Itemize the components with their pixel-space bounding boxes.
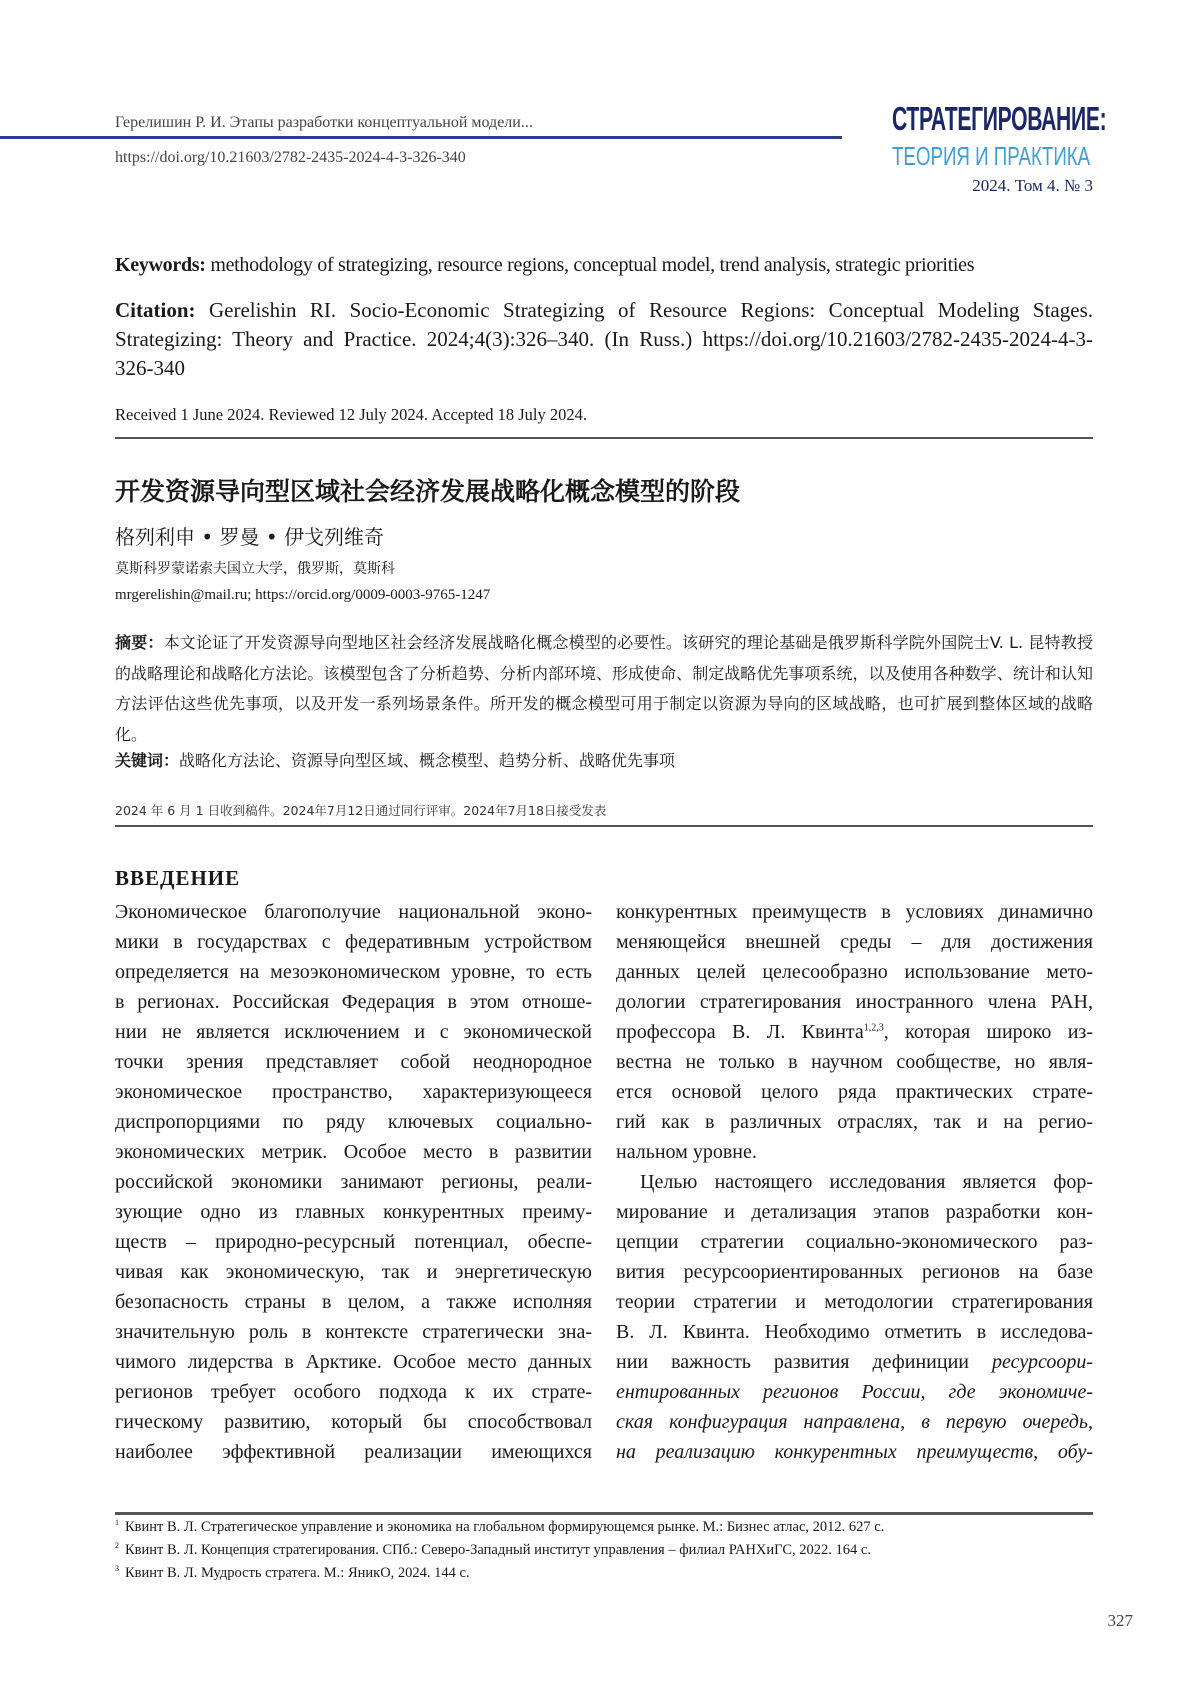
text-line: чивая как экономическую, так и энергетическую (115, 1257, 592, 1287)
footnote-ref: 1,2,3 (864, 1022, 884, 1033)
text-line: регионов требует особого подхода к их страте- (115, 1377, 592, 1407)
text-line (616, 987, 1093, 1017)
footnote-text: Квинт В. Л. Стратегическое управление и экономика на глобальном формирующемся рынке. М.: Бизнес атлас, 2012. 627 с. (125, 1519, 884, 1535)
running-title: Герелишин Р. И. Этапы разработки концептуальной модели... (115, 114, 533, 132)
footnote-text: Квинт В. Л. Мудрость стратега. М.: ЯникО, 2024. 144 с. (125, 1565, 470, 1581)
text-line (616, 1407, 1093, 1437)
text-line: чимого лидерства в Арктике. Особое место данных (115, 1347, 592, 1377)
text-line (616, 1317, 1093, 1347)
text-line (616, 1167, 1093, 1197)
text-span: теории стратегии и методологии стратегирования (616, 1291, 1093, 1313)
text-line: наиболее эффективной реализации имеющихся (115, 1437, 592, 1467)
journal-logo-line2: ТЕОРИЯ И ПРАКТИКА (892, 141, 1090, 172)
text-line (616, 1047, 1093, 1077)
text-line: российской экономики занимают регионы, реали- (115, 1167, 592, 1197)
footnote (115, 1519, 884, 1536)
citation (115, 296, 1093, 383)
text-span: , которая широко из- (884, 1021, 1093, 1043)
chinese-affiliation: 莫斯科罗蒙诺索夫国立大学，俄罗斯，莫斯科 (115, 558, 1093, 578)
text-span: нии важность развития дефиниции (616, 1351, 992, 1373)
footnote (115, 1565, 470, 1582)
citation-label: Citation: (115, 298, 196, 322)
text-line: определяется на мезоэкономическом уровне, то есть (115, 957, 592, 987)
citation-text: Gerelishin RI. Socio-Economic Strategizing of Resource Regions: Conceptual Modeling Stages. Strategizing: Theory and Practice. 2024;4(3):326–340. (In Russ.) https://doi.org/10.21603/2782-2435-2024-4-3-326-340 (115, 298, 1093, 380)
text-line (616, 1077, 1093, 1107)
text-span: вития ресурсоориентированных регионов на базе (616, 1261, 1093, 1283)
text-span: данных целей целесообразно использование мето- (616, 961, 1093, 983)
text-line (616, 1227, 1093, 1257)
text-span: дологии стратегирования иностранного члена РАН, (616, 991, 1093, 1013)
text-line (616, 1347, 1093, 1377)
abstract-label: 摘要： (115, 633, 164, 652)
text-line: экономическое пространство, характеризующееся (115, 1077, 592, 1107)
text-line (616, 957, 1093, 987)
section-heading: ВВЕДЕНИЕ (115, 866, 240, 891)
italic-span: ская конфигурация направлена, в первую очередь, (616, 1411, 1093, 1433)
italic-span: ресурсоори- (992, 1351, 1093, 1373)
text-line (616, 1287, 1093, 1317)
body-column-right (616, 897, 1093, 1467)
text-span: меняющейся внешней среды – для достижения (616, 931, 1093, 953)
text-span: мирование и детализация этапов разработки кон- (616, 1201, 1093, 1223)
footnote-text: Квинт В. Л. Концепция стратегирования. СПб.: Северо-Западный институт управления – филиал РАНХиГС, 2022. 164 с. (125, 1542, 871, 1558)
journal-logo-line1: СТРАТЕГИРОВАНИЕ: (892, 100, 1021, 138)
keywords-text: methodology of strategizing, resource regions, conceptual model, trend analysis, strategic priorities (206, 254, 975, 276)
abstract-text: 本文论证了开发资源导向型地区社会经济发展战略化概念模型的必要性。该研究的理论基础是俄罗斯科学院外国院士V. L. 昆特教授的战略理论和战略化方法论。该模型包含了分析趋势、分析内部环境、形成使命、制定战略优先事项系统，以及使用各种数学、统计和认知方法评估这些优先事项，以及开发一系列场景条件。所开发的概念模型可用于制定以资源为导向的区域战略，也可扩展到整体区域的战略化。 (115, 633, 1093, 744)
footnote-number: 2 (115, 1541, 119, 1550)
footnote-number: 3 (115, 1564, 119, 1573)
header-doi-link[interactable]: https://doi.org/10.21603/2782-2435-2024-4-3-326-340 (115, 149, 466, 167)
text-line: нии не является исключением и с экономической (115, 1017, 592, 1047)
text-line: мики в государствах с федеративным устройством (115, 927, 592, 957)
text-line: экономических метрик. Особое место в развитии (115, 1137, 592, 1167)
text-line (616, 1197, 1093, 1227)
zh-keywords-text: 战略化方法论、资源导向型区域、概念模型、趋势分析、战略优先事项 (179, 751, 675, 770)
chinese-abstract (115, 628, 1093, 750)
text-line (616, 1377, 1093, 1407)
author-contact[interactable]: mrgerelishin@mail.ru; https://orcid.org/0009-0003-9765-1247 (115, 587, 1093, 604)
chinese-keywords (115, 748, 1093, 771)
text-span: нальном уровне. (616, 1141, 757, 1163)
text-line (616, 1107, 1093, 1137)
text-span: гий как в различных отраслях, так и на регио- (616, 1111, 1093, 1133)
chinese-authors: 格列利申 • 罗曼 • 伊戈列维奇 (115, 521, 1093, 550)
footnote (115, 1542, 871, 1559)
italic-span: ентированных регионов России, где экономиче- (616, 1381, 1093, 1403)
text-line (616, 1437, 1093, 1467)
text-line (616, 1137, 1093, 1167)
text-span: В. Л. Квинта. Необходимо отметить в исследова- (616, 1321, 1093, 1343)
body-column-left (115, 897, 592, 1467)
journal-issue: 2024. Том 4. № 3 (972, 176, 1093, 196)
english-dates: Received 1 June 2024. Reviewed 12 July 2024. Accepted 18 July 2024. (115, 405, 1093, 425)
text-line: гическому развитию, который бы способствовал (115, 1407, 592, 1437)
text-line (616, 897, 1093, 927)
text-span: цепции стратегии социально-экономического раз- (616, 1231, 1093, 1253)
footnote-rule (115, 1512, 1093, 1515)
text-line: безопасность страны в целом, а также исполняя (115, 1287, 592, 1317)
divider (115, 437, 1093, 439)
text-span: вестна не только в научном сообществе, но явля- (616, 1051, 1093, 1073)
text-span: профессора В. Л. Квинта (616, 1021, 864, 1043)
keywords-label: Keywords: (115, 254, 206, 276)
text-line: Экономическое благополучие национальной эконо- (115, 897, 592, 927)
text-line: в регионах. Российская Федерация в этом отноше- (115, 987, 592, 1017)
text-span: Целью настоящего исследования является фор- (640, 1171, 1093, 1193)
text-line (616, 1017, 1093, 1047)
footnote-number: 1 (115, 1518, 119, 1527)
english-keywords (115, 254, 1093, 277)
divider (115, 825, 1093, 827)
text-line: ществ – природно-ресурсный потенциал, обеспе- (115, 1227, 592, 1257)
text-line: значительную роль в контексте стратегически зна- (115, 1317, 592, 1347)
zh-keywords-label: 关键词： (115, 751, 179, 770)
text-line: зующие одно из главных конкурентных преиму- (115, 1197, 592, 1227)
text-line (616, 927, 1093, 957)
italic-span: на реализацию конкурентных преимуществ, обу- (616, 1441, 1093, 1463)
chinese-dates: 2024 年 6 月 1 日收到稿件。2024年7月12日通过同行评审。2024年7月18日接受发表 (115, 801, 1093, 819)
text-line: диспропорциями по ряду ключевых социально- (115, 1107, 592, 1137)
header-rule (0, 136, 842, 139)
text-line: точки зрения представляет собой неоднородное (115, 1047, 592, 1077)
text-span: конкурентных преимуществ в условиях динамично (616, 901, 1093, 923)
text-line (616, 1257, 1093, 1287)
page-number: 327 (1108, 1611, 1134, 1631)
text-span: ется основой целого ряда практических страте- (616, 1081, 1093, 1103)
chinese-title: 开发资源导向型区域社会经济发展战略化概念模型的阶段 (115, 472, 1093, 508)
